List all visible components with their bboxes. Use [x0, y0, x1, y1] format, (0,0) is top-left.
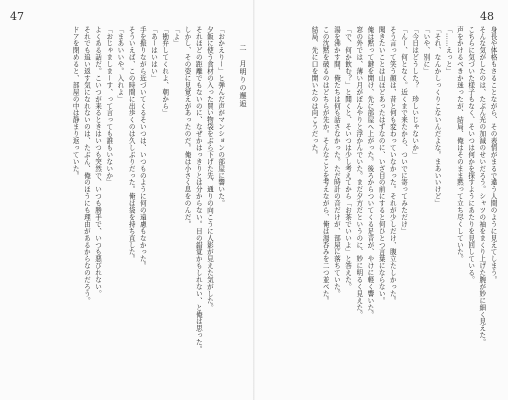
book-gutter: [253, 0, 255, 400]
text-column: そういえば、この時間に出歩くのは久しぶりだった。俺は袋を持ち直した。: [127, 26, 136, 263]
blank-line: [226, 26, 237, 380]
text-column: 「おじゃましまーす、って言っても誰もいないか」: [104, 26, 113, 186]
text-column: この沈黙を破るのはどちらが先か。そんなことを考えながら、俺は湯呑みを二つ並べた。: [321, 26, 330, 304]
text-column: 「あーはいはい」: [149, 26, 158, 82]
text-column: 湯を沸かす間、俺たちは何も話さなかった。ただ時計の音だけが、部屋に落ちていた。: [332, 26, 341, 298]
text-column: 「おかえりー」と弾んだ声がマンションの部屋に響いた。: [216, 26, 225, 207]
text-column: それでも追い返す気になれないのは、たぶん、俺のほうにも理由があるからなのだろう。: [82, 26, 91, 304]
text-column: 「勘弁してくれよ、朝から」: [160, 26, 169, 117]
text-column: 声をかけるべきか迷ったが、結局、俺はそのまま黙って立ち尽くしていた。: [455, 26, 464, 263]
page-number-left: 47: [10, 10, 24, 23]
text-column: 「で、何か飲む？」と聞くと、そいつは少し考えてから「お茶でいいよ」と答えた。: [343, 26, 352, 291]
page-number-right: 48: [480, 10, 494, 23]
left-page-text: [10, 26, 248, 380]
text-column: 「それ、なんかしっくりこないんだよな。まあいいけど」: [433, 26, 442, 207]
chapter-heading: 二 月明りの邂逅: [239, 44, 247, 108]
text-column: 手を振りながら近づいてくるそいつは、いつものように何の遠慮もなかった。: [138, 26, 147, 270]
text-column: そう言って笑う顔は、昔と何も変わっていなかった。それが少しだけ、腹立たしかった。: [388, 26, 397, 304]
text-column: 「まあいいや。入れよ」: [115, 26, 124, 103]
text-column: 窓の外では、薄い月がぼんやりと浮かんでいた。まだ夕方だというのに、妙に明るく見えた。: [354, 26, 363, 318]
text-column: 身長や体格もさることながら、その表情がまるで違う人間のように見えてしまう。: [489, 26, 497, 284]
text-column: 夕飯に使う食材の入った買い物袋をぶら下げた先、通りの向こうに人影が見えた気がした。: [205, 26, 214, 311]
text-column: 「今日はどうした？ 珍しいじゃないか」: [410, 26, 419, 159]
text-column: 「よ」: [171, 26, 180, 47]
text-column: ドアを閉めると、部屋の中は静まり返っていた。: [71, 26, 80, 179]
text-column: 「……えっと」: [444, 26, 453, 75]
text-column: 「いや、別に」: [421, 26, 430, 75]
right-page-text: [262, 26, 498, 380]
text-column: 結局、先に口を開いたのは向こうだった。: [310, 26, 318, 159]
text-column: こちらに気づいた様子もなく、そいつは何かを探すようにあたりを見回している。: [466, 26, 475, 284]
text-column: 「んー、何となく。近くまで来たから、ついでに寄ってみただけ」: [399, 26, 408, 235]
text-column: そんな気がしたのは、たぶん光の加減のせいだろう。シャツの袖をまくり上げた腕が妙に細く見えた。: [477, 26, 486, 346]
text-column: よくある話だ。こいつが来るときはいつも突然で、いつも勝手で、いつも悪びれない。: [93, 26, 102, 298]
text-column: それほどの距離でもないのに、なぜかはっきりとは分からない。目の錯覚かもしれない、と俺は思った。: [194, 26, 203, 353]
text-column: 俺は黙って鍵を開け、先に部屋へ上がった。後ろからついてくる足音が、やけに軽く響いた。: [365, 26, 374, 318]
text-column: 聞きたいことは山ほどあったはずなのに、いざ目の前にすると何ひとつ言葉にならない。: [377, 26, 386, 304]
text-column: しかし、その姿に見覚えがあったのだ。俺は小さく息をのんだ。: [183, 26, 192, 228]
